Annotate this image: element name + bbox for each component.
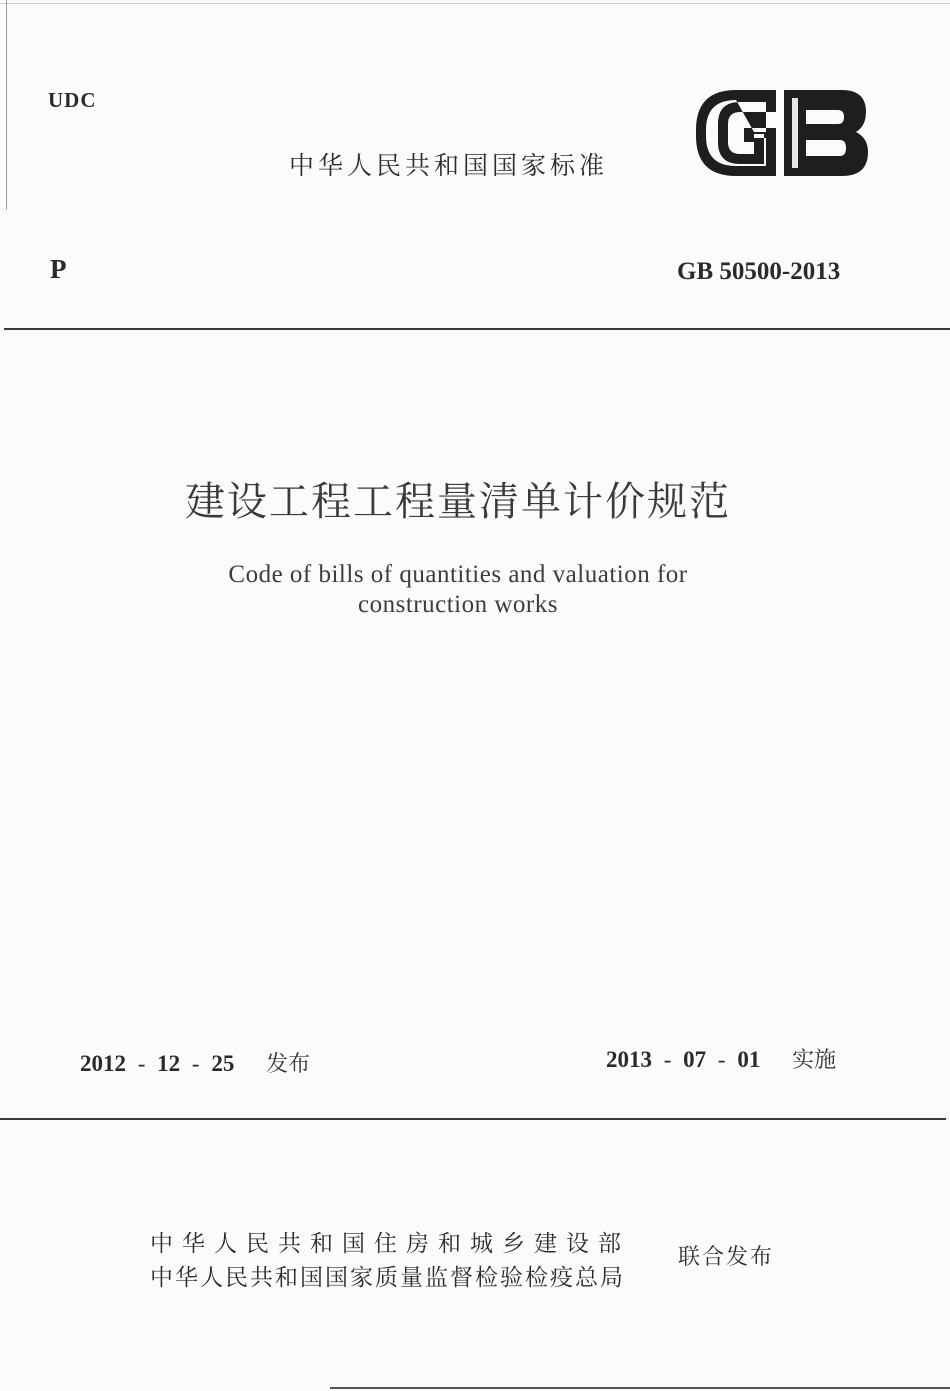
gb-standard-logo (692, 88, 868, 178)
national-standard-heading: 中华人民共和国国家标准 (289, 151, 609, 180)
issue-separator: - (137, 1051, 146, 1076)
issue-separator: - (191, 1051, 200, 1076)
issue-year: 2012 (80, 1051, 126, 1076)
page-bottom-edge (330, 1387, 950, 1389)
effective-label: 实施 (792, 1048, 837, 1073)
title-chinese: 建设工程工程量清单计价规范 (185, 479, 731, 525)
page-top-edge (0, 3, 950, 4)
effective-separator: - (663, 1047, 672, 1072)
issue-day: 25 (211, 1051, 235, 1076)
effective-day: 01 (737, 1047, 761, 1072)
effective-year: 2013 (606, 1047, 652, 1072)
effective-date (606, 1043, 836, 1074)
issue-label: 发布 (266, 1052, 311, 1077)
title-english (0, 560, 916, 620)
issuer-aqsiq: 中华人民共和国国家质量监督检验检疫总局 (150, 1265, 625, 1291)
category-code: P (50, 254, 67, 284)
footer-divider (0, 1118, 946, 1120)
title-english-line-2: construction works (358, 591, 558, 618)
issue-date (80, 1047, 310, 1078)
issuer-ministry: 中华人民共和国住房和城乡建设部 (150, 1231, 630, 1257)
header-divider (4, 328, 950, 330)
effective-separator: - (717, 1047, 726, 1072)
issue-month: 12 (157, 1051, 181, 1076)
page-left-edge (6, 0, 7, 210)
standard-number: GB 50500-2013 (677, 258, 841, 285)
title-english-line-1: Code of bills of quantities and valuation for (228, 561, 688, 588)
effective-month: 07 (683, 1047, 707, 1072)
udc-label: UDC (48, 88, 97, 112)
jointly-issued-label: 联合发布 (678, 1245, 775, 1270)
